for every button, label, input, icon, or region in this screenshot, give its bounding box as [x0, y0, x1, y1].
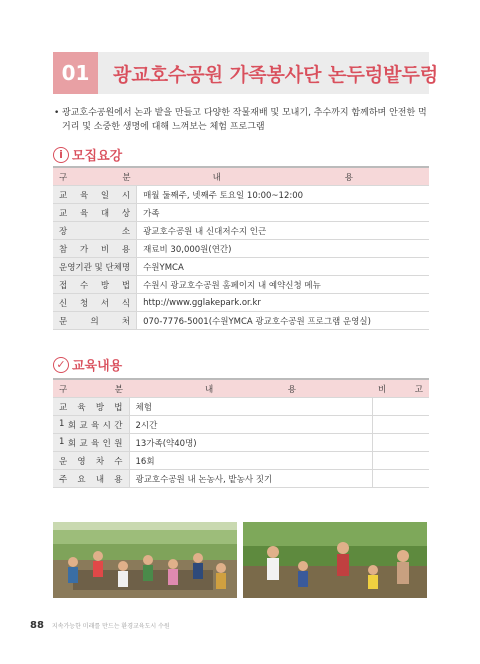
row-value: 070-7776-5001(수원YMCA 광교호수공원 프로그램 운영실)	[137, 312, 429, 330]
row-label-char: 육	[79, 208, 89, 219]
row-label-char: 차	[95, 456, 105, 467]
row-label	[53, 452, 129, 470]
row-label-char: 청	[79, 298, 89, 309]
row-label-char: 가	[79, 244, 89, 255]
row-value: http://www.gglakepark.or.kr	[137, 294, 429, 312]
row-label-char: 교	[79, 420, 88, 431]
edu-header-col2	[129, 379, 372, 398]
row-label-char: 교	[59, 402, 68, 413]
table-row	[53, 276, 429, 294]
row-label-char: 용	[121, 244, 131, 255]
row-label-char: 장	[59, 226, 68, 237]
header-char: 용	[344, 172, 353, 183]
row-value: 체험	[129, 398, 372, 416]
row-label-char: 수	[79, 280, 89, 291]
row-label-char: 비	[100, 244, 110, 255]
row-label-char: 시	[102, 420, 111, 431]
row-label-char: 방	[95, 402, 105, 413]
row-label-char: 간	[114, 420, 123, 431]
header-char: 내	[205, 384, 214, 395]
info-icon: i	[53, 147, 69, 163]
recruit-header-col1	[53, 167, 137, 186]
row-label-char: 법	[121, 280, 131, 291]
row-label-char: 식	[121, 298, 131, 309]
row-label-char: 육	[91, 438, 100, 449]
table-row	[53, 204, 429, 222]
row-label-char: 상	[121, 208, 131, 219]
row-label-char: 접	[59, 280, 68, 291]
row-label-char: 참	[59, 244, 68, 255]
header-char: 내	[212, 172, 221, 183]
row-value: 광교호수공원 내 논농사, 밭농사 짓기	[129, 470, 372, 488]
row-label-char: 육	[91, 420, 100, 431]
row-label	[53, 470, 129, 488]
row-label-char: 운	[59, 456, 68, 467]
table-row	[53, 434, 429, 452]
row-label-char: 일	[100, 190, 110, 201]
row-label-char: 법	[114, 402, 123, 413]
row-note	[372, 434, 429, 452]
table-row	[53, 258, 429, 276]
row-label-char: 육	[79, 190, 89, 201]
row-value: 수원시 광교호수공원 홈페이지 내 예약신청 메뉴	[137, 276, 429, 294]
section-number: 01	[53, 52, 98, 94]
row-label-char: 운영기관 및 단체명	[59, 262, 131, 273]
row-note	[372, 470, 429, 488]
table-row	[53, 240, 429, 258]
row-label	[53, 398, 129, 416]
page-title: 광교호수공원 가족봉사단 논두렁밭두렁	[113, 63, 439, 86]
row-value: 가족	[137, 204, 429, 222]
row-label	[53, 240, 137, 258]
table-row	[53, 398, 429, 416]
row-value: 13가족(약40명)	[129, 434, 372, 452]
recruit-heading-text: 모집요강	[72, 149, 123, 164]
row-label	[53, 294, 137, 312]
header-char: 용	[287, 384, 296, 395]
row-label-char: 의	[90, 316, 99, 327]
row-value: 광교호수공원 내 신대저수지 인근	[137, 222, 429, 240]
row-label	[53, 222, 137, 240]
table-row	[53, 452, 429, 470]
row-label-char: 내	[95, 474, 105, 485]
table-row	[53, 294, 429, 312]
row-label-char: 교	[59, 190, 68, 201]
row-label	[53, 276, 137, 294]
row-label-char: 요	[77, 474, 86, 485]
row-label-char: 문	[59, 316, 68, 327]
row-label-char: 서	[100, 298, 110, 309]
header-char: 분	[114, 384, 123, 395]
row-label-char: 1	[59, 436, 65, 447]
table-row	[53, 222, 429, 240]
row-value: 재료비 30,000원(연간)	[137, 240, 429, 258]
row-value: 16회	[129, 452, 372, 470]
edu-table	[53, 378, 429, 488]
table-row	[53, 416, 429, 434]
edu-header-row	[53, 379, 429, 398]
footer	[30, 620, 170, 631]
row-label-char: 주	[59, 474, 68, 485]
header-char: 비	[378, 384, 387, 395]
title-bar	[53, 52, 439, 94]
row-label-char: 교	[79, 438, 88, 449]
table-row	[53, 312, 429, 330]
edu-header-col1	[53, 379, 129, 398]
row-value: 2시간	[129, 416, 372, 434]
photo-family-planting	[243, 522, 427, 598]
row-label-char: 회	[67, 438, 77, 449]
table-row	[53, 470, 429, 488]
bullet-icon: •	[54, 108, 60, 118]
row-note	[372, 416, 429, 434]
row-label-char: 수	[114, 456, 123, 467]
check-icon: ✓	[53, 357, 69, 373]
row-value: 매월 둘째주, 넷째주 토요일 10:00~12:00	[137, 186, 429, 204]
row-label-char: 소	[121, 226, 131, 237]
row-label	[53, 186, 137, 204]
row-label-char: 1	[59, 418, 65, 429]
row-label	[53, 204, 137, 222]
row-label-char: 용	[114, 474, 123, 485]
recruit-heading	[53, 145, 122, 164]
intro-text: 광교호수공원에서 논과 밭을 만들고 다양한 작물재배 및 모내기, 추수까지 함께하며 안전한 먹거리 및 소중한 생명에 대해 느껴보는 체험 프로그램	[62, 108, 427, 132]
recruit-header-row	[53, 167, 429, 186]
row-label-char: 처	[121, 316, 131, 327]
header-char: 구	[59, 384, 68, 395]
table-row	[53, 186, 429, 204]
row-note	[372, 452, 429, 470]
row-label-char: 회	[67, 420, 77, 431]
row-label-char: 시	[121, 190, 131, 201]
header-char: 구	[59, 172, 68, 183]
row-label	[53, 434, 129, 452]
row-label-char: 대	[100, 208, 110, 219]
row-label-char: 원	[114, 438, 123, 449]
edu-heading	[53, 355, 122, 374]
row-label	[53, 258, 137, 276]
header-char: 고	[414, 384, 423, 395]
row-value: 수원YMCA	[137, 258, 429, 276]
photo-field-activity	[53, 522, 237, 598]
recruit-table	[53, 166, 429, 330]
row-label-char: 인	[102, 438, 111, 449]
row-label-char: 영	[77, 456, 86, 467]
row-note	[372, 398, 429, 416]
row-label-char: 신	[59, 298, 68, 309]
edu-header-col3	[372, 379, 429, 398]
row-label-char: 육	[77, 402, 86, 413]
row-label-char: 방	[100, 280, 110, 291]
row-label	[53, 416, 129, 434]
page-number: 88	[30, 620, 44, 631]
footer-text: 지속가능한 미래를 만드는 환경교육도시 수원	[51, 623, 170, 630]
row-label	[53, 312, 137, 330]
recruit-header-col2	[137, 167, 429, 186]
header-char: 분	[122, 172, 131, 183]
intro-paragraph	[54, 106, 434, 134]
edu-heading-text: 교육내용	[72, 359, 123, 374]
row-label-char: 교	[59, 208, 68, 219]
